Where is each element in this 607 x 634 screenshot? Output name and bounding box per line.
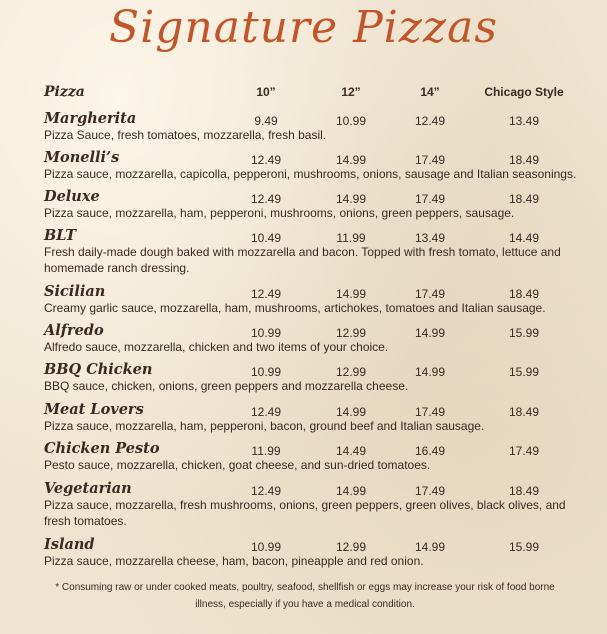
price-header-row (0, 85, 607, 101)
item-name: BBQ Chicken (44, 361, 153, 378)
health-disclaimer: * Consuming raw or under cooked meats, poultry, seafood, shellfish or eggs may increase your risk of food borne illness, especially if you have a medical condition. (55, 582, 555, 610)
price-12: 14.99 (335, 405, 367, 419)
item-name: Monelli’s (44, 149, 120, 166)
price-chicago: 15.99 (508, 365, 540, 379)
item-description: Fresh daily-made dough baked with mozzarella and bacon. Topped with fresh tomato, lettuce and homemade ranch dressing. (44, 245, 561, 275)
price-10: 10.99 (250, 540, 282, 554)
pizza-column-header: Pizza (44, 84, 85, 100)
price-chicago: 13.49 (508, 114, 540, 128)
price-chicago: 17.49 (508, 444, 540, 458)
price-14: 17.49 (414, 192, 446, 206)
item-name: Island (44, 536, 95, 553)
size-12-header: 12” (341, 85, 361, 99)
price-chicago: 18.49 (508, 405, 540, 419)
item-name: Deluxe (44, 188, 100, 205)
price-12: 10.99 (335, 114, 367, 128)
item-description: Pesto sauce, mozzarella, chicken, goat cheese, and sun-dried tomatoes. (44, 458, 431, 472)
price-14: 12.49 (414, 114, 446, 128)
price-14: 16.49 (414, 444, 446, 458)
item-description: Pizza sauce, mozzarella, fresh mushrooms, onions, green peppers, green olives, black olives, and fresh tomatoes. (44, 498, 566, 528)
size-14-header: 14” (420, 85, 440, 99)
item-description: Pizza sauce, mozzarella, ham, pepperoni, bacon, ground beef and Italian sausage. (44, 419, 485, 433)
price-14: 14.99 (414, 540, 446, 554)
price-12: 14.99 (335, 192, 367, 206)
price-12: 11.99 (336, 231, 366, 245)
price-chicago: 15.99 (508, 540, 540, 554)
price-12: 14.99 (335, 484, 367, 498)
chicago-style-header: Chicago Style (484, 85, 564, 99)
price-12: 14.99 (335, 287, 367, 301)
price-14: 14.99 (414, 365, 446, 379)
price-14: 17.49 (414, 405, 446, 419)
item-description: Pizza Sauce, fresh tomatoes, mozzarella, fresh basil. (44, 128, 327, 142)
page-title: Signature Pizzas (109, 2, 498, 53)
item-name: Chicken Pesto (44, 440, 160, 457)
price-14: 17.49 (414, 484, 446, 498)
price-12: 12.99 (335, 540, 367, 554)
price-10: 11.99 (251, 444, 281, 458)
price-10: 12.49 (250, 153, 282, 167)
price-14: 14.99 (414, 326, 446, 340)
price-10: 9.49 (254, 114, 278, 128)
item-name: Margherita (44, 110, 137, 127)
price-14: 13.49 (414, 231, 446, 245)
price-12: 12.99 (335, 365, 367, 379)
item-name: BLT (44, 227, 77, 244)
price-10: 10.99 (250, 365, 282, 379)
price-12: 14.49 (335, 444, 367, 458)
size-10-header: 10” (256, 85, 276, 99)
item-name: Meat Lovers (44, 401, 144, 418)
price-10: 12.49 (250, 405, 282, 419)
item-name: Sicilian (44, 283, 106, 300)
price-chicago: 14.49 (508, 231, 540, 245)
price-10: 12.49 (250, 192, 282, 206)
price-chicago: 15.99 (508, 326, 540, 340)
item-description: Pizza sauce, mozzarella, ham, pepperoni, mushrooms, onions, green peppers, sausage. (44, 206, 515, 220)
price-chicago: 18.49 (508, 287, 540, 301)
price-14: 17.49 (414, 153, 446, 167)
price-chicago: 18.49 (508, 192, 540, 206)
price-10: 12.49 (250, 287, 282, 301)
price-12: 14.99 (335, 153, 367, 167)
item-description: Pizza sauce, mozzarella, capicolla, pepperoni, mushrooms, onions, sausage and Italian seasonings. (44, 167, 577, 181)
item-description: Alfredo sauce, mozzarella, chicken and two items of your choice. (44, 340, 389, 354)
price-10: 10.99 (250, 326, 282, 340)
price-10: 12.49 (250, 484, 282, 498)
price-12: 12.99 (335, 326, 367, 340)
item-name: Vegetarian (44, 480, 132, 497)
price-10: 10.49 (250, 231, 282, 245)
price-chicago: 18.49 (508, 153, 540, 167)
item-description: Pizza sauce, mozzarella cheese, ham, bacon, pineapple and red onion. (44, 554, 424, 568)
item-description: Creamy garlic sauce, mozzarella, ham, mushrooms, artichokes, tomatoes and Italian sausage. (44, 301, 546, 315)
item-description: BBQ sauce, chicken, onions, green peppers and mozzarella cheese. (44, 379, 409, 393)
price-chicago: 18.49 (508, 484, 540, 498)
price-14: 17.49 (414, 287, 446, 301)
item-name: Alfredo (44, 322, 104, 339)
